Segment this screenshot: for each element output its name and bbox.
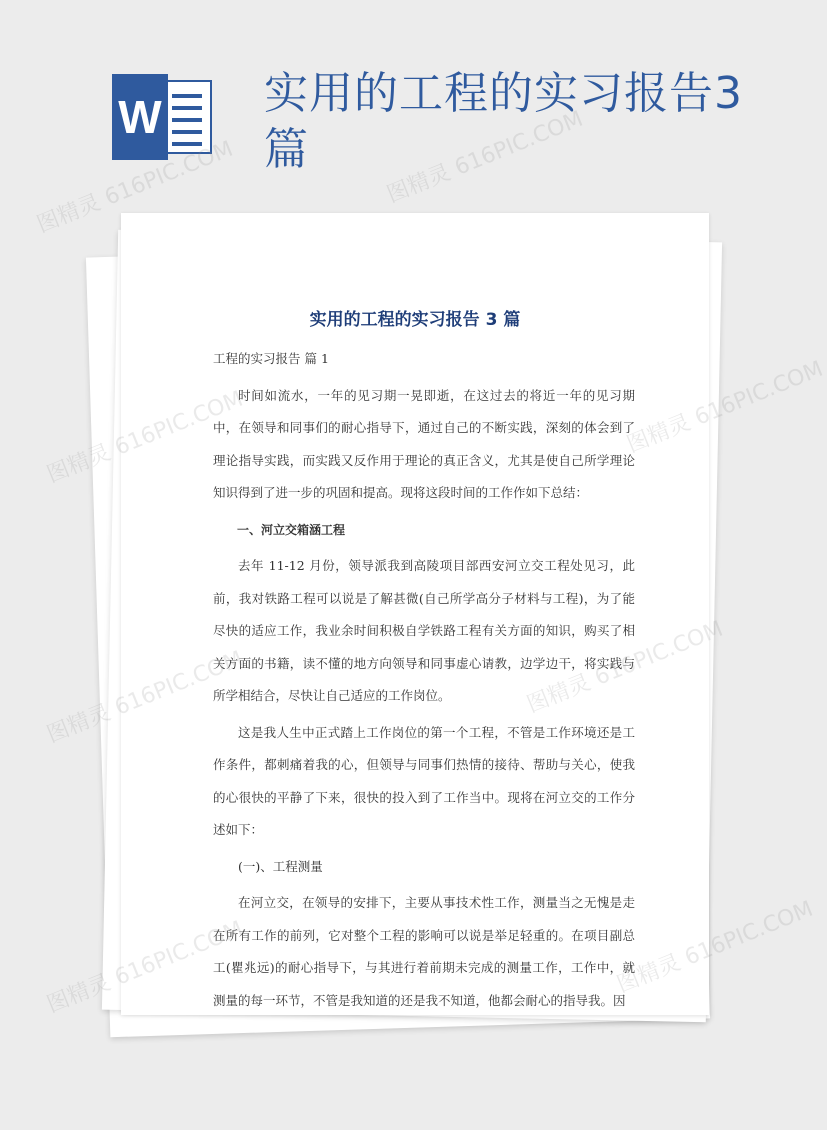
watermark-text: 图精灵 616PIC.COM	[623, 356, 827, 459]
subsection-heading: (一)、工程测量	[238, 858, 323, 874]
word-document-icon	[112, 74, 214, 160]
watermark-text: 图精灵	[43, 970, 115, 1019]
paragraph: 时间如流水，一年的见习期一晃即逝，在这过去的将近一年的见习期中，在领导和同事们的耐心指导下，通过自己的不断实践，深刻的体会到了理论指导实践，而实践又反作用于理论的真正含义，尤其是使自己所学理论知识得到了进一步的巩固和提高。现将这段时间的工作作如下总结：	[213, 387, 635, 500]
watermark-text: 图精灵 616PIC.COM	[383, 106, 587, 209]
watermark-text: 图精灵	[43, 700, 115, 749]
paragraph: 去年 11-12 月份，领导派我到高陵项目部西安河立交工程处见习，此前，我对铁路工程可以说是了解甚微(自己所学高分子材料与工程)，为了能尽快的适应工作，我业余时间积极自学铁路工程有关方面的知识，购买了相关方面的书籍，读不懂的地方向领导和同事虚心请教，边学边干，将实践与所学相结合，尽快让自己适应的工作岗位。	[213, 558, 635, 703]
section-heading: 一、河立交箱涵工程	[237, 522, 346, 537]
page-title: 实用的工程的实习报告3篇	[264, 68, 743, 175]
document-page	[121, 213, 709, 1015]
document-title: 实用的工程的实习报告 3 篇	[309, 310, 521, 330]
watermark-text: 图精灵 616PIC.COM	[613, 896, 817, 999]
word-w-badge: W	[112, 74, 168, 160]
paragraph: 在河立交，在领导的安排下，主要从事技术性工作，测量当之无愧是走在所有工作的前列，它对整个工程的影响可以说是举足轻重的。在项目副总工(瞿兆远)的耐心指导下，与其进行着前期未完成的测量工作，工作中，就测量的每一环节，不管是我知道的还是我不知道，他都会耐心的指导我。因	[213, 895, 635, 1008]
paragraph: 工程的实习报告 篇 1	[213, 351, 329, 366]
watermark-text: 图精灵 616PIC.COM	[33, 136, 237, 239]
paragraph: 这是我人生中正式踏上工作岗位的第一个工程，不管是工作环境还是工作条件，都刺痛着我的心，但领导与同事们热情的接待、帮助与关心，使我的心很快的平静了下来，很快的投入到了工作当中。现将在河立交的工作分述如下：	[213, 724, 635, 837]
watermark-text: 图精灵	[43, 440, 115, 489]
document-body	[213, 343, 635, 1017]
